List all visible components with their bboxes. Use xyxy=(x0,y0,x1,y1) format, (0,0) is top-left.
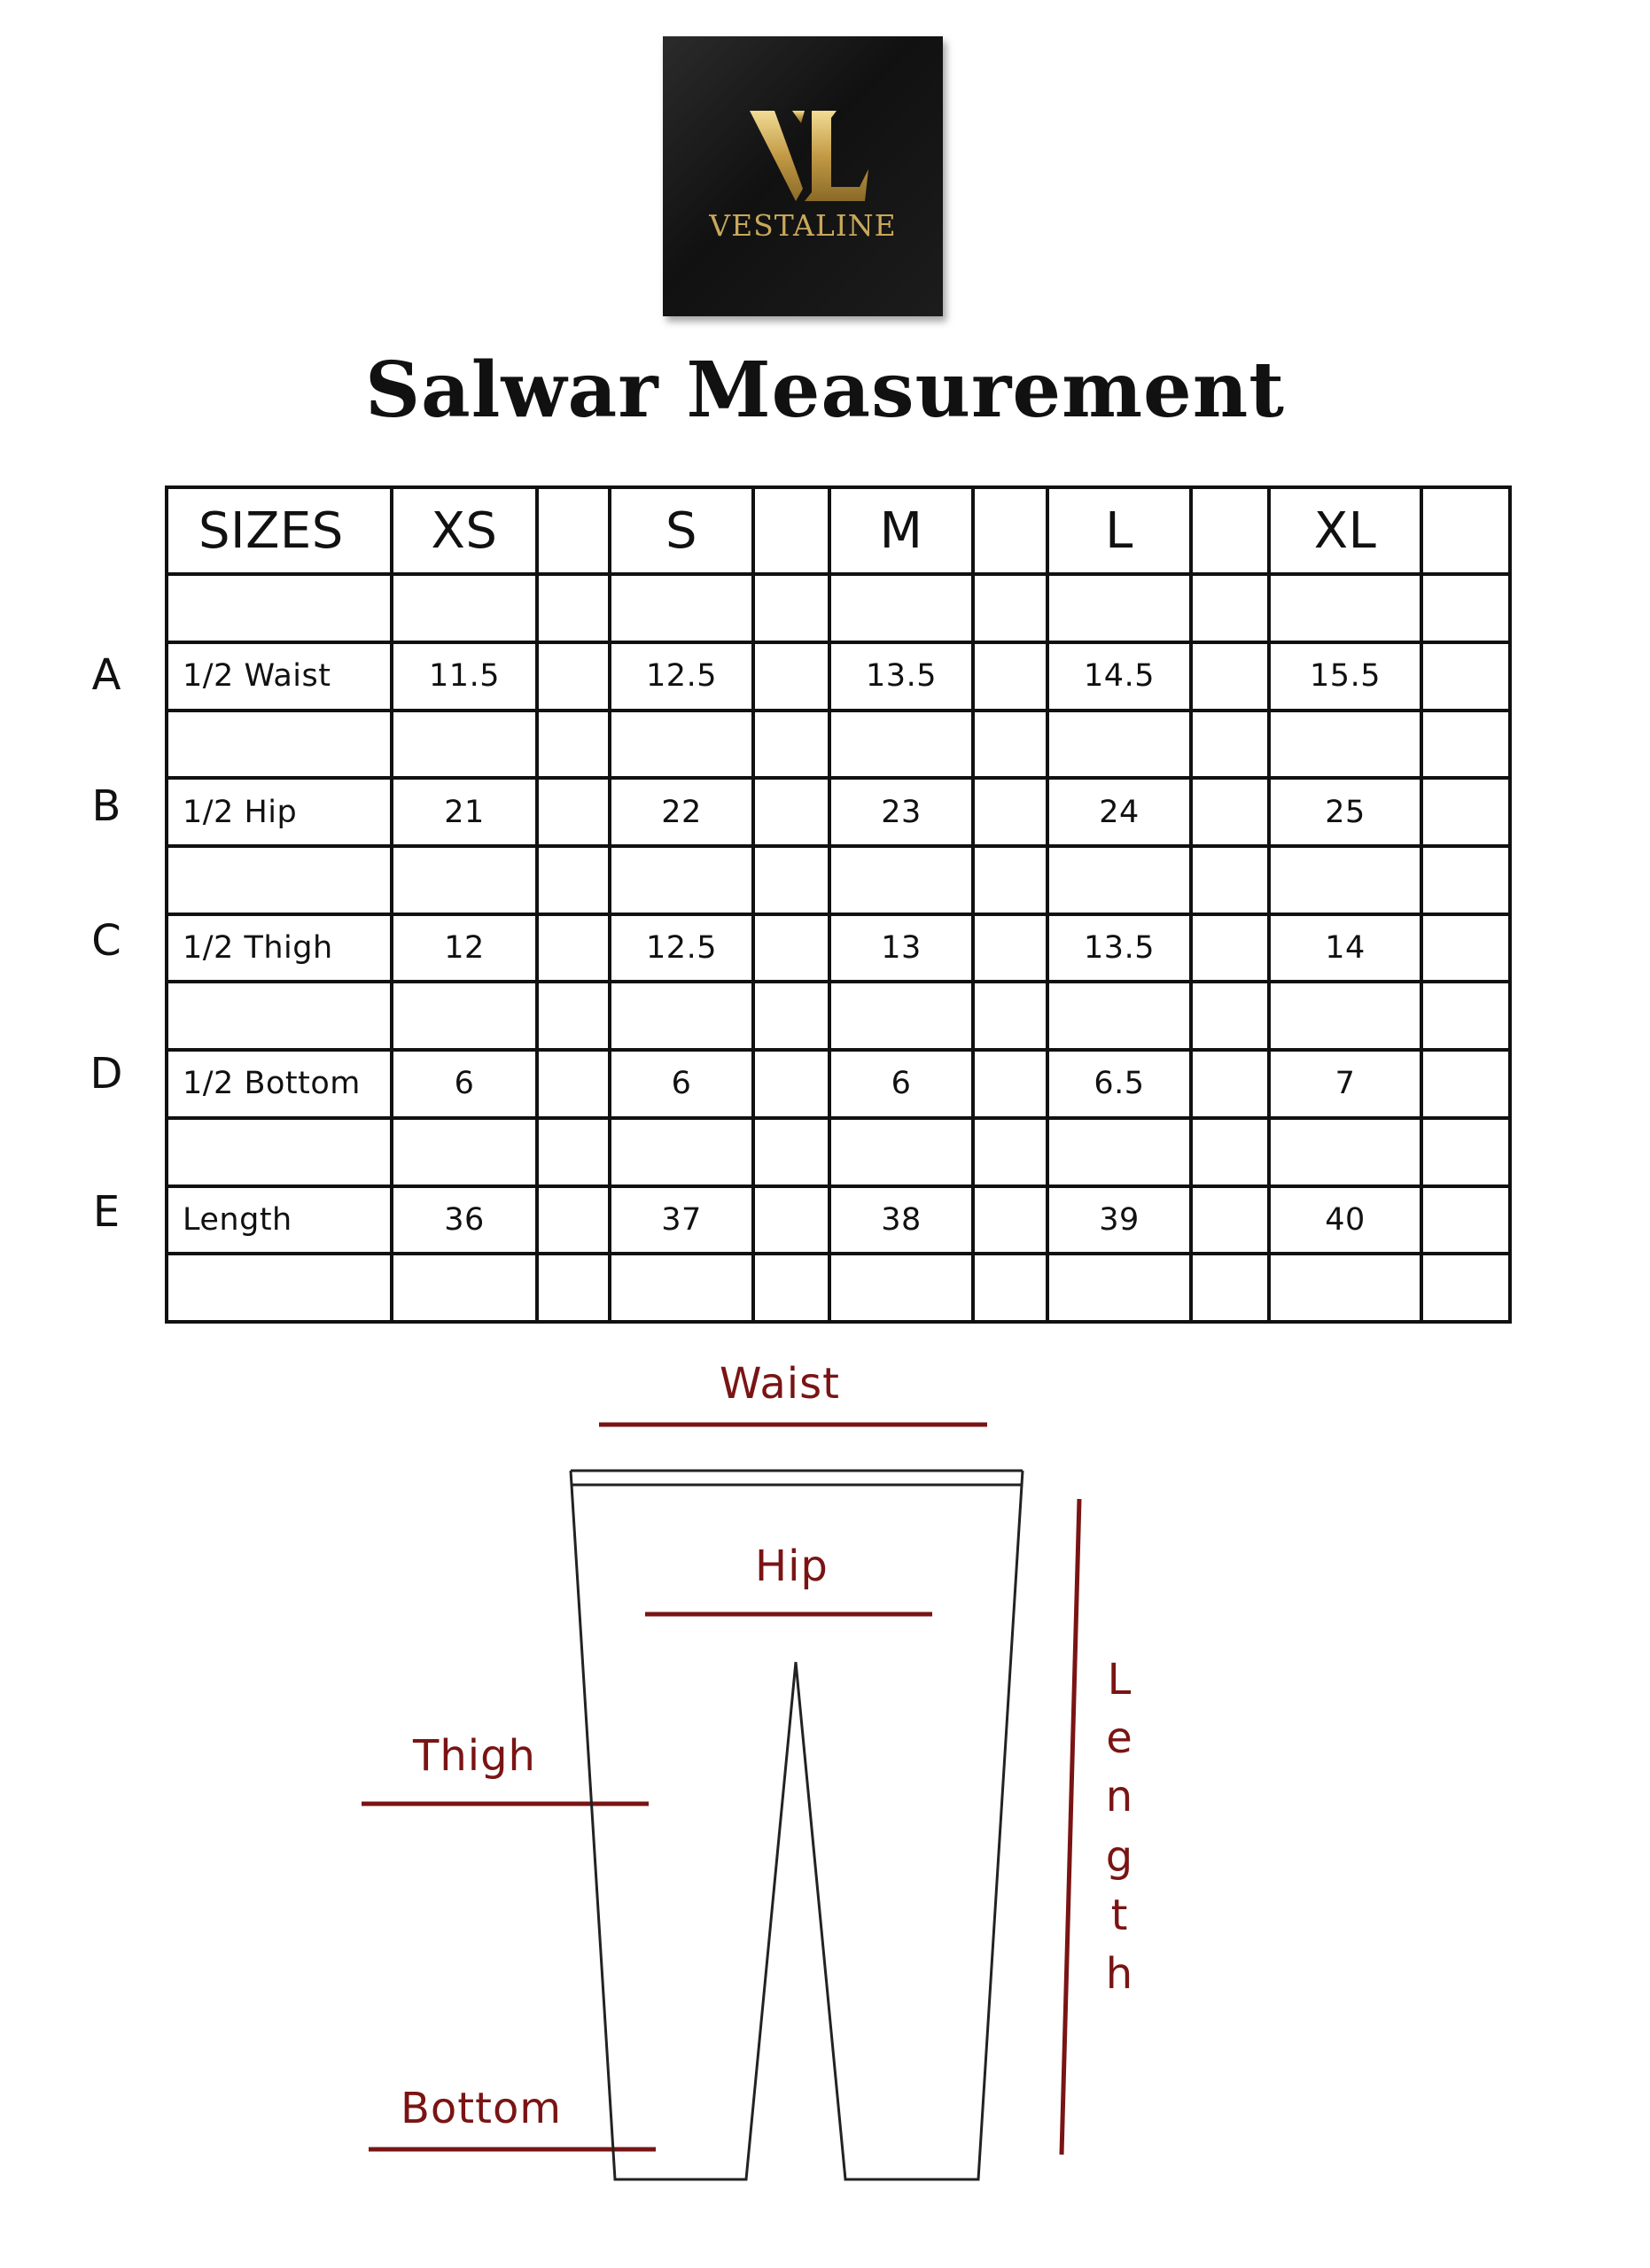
cell-xs: 12 xyxy=(392,914,537,983)
length-letter: g xyxy=(1105,1832,1133,1882)
cell-m: 13 xyxy=(829,914,973,983)
cell-l: 39 xyxy=(1047,1186,1191,1254)
row-letter-c: C xyxy=(91,916,121,966)
row-letter-b: B xyxy=(91,781,121,831)
row-letter-e: E xyxy=(92,1187,121,1237)
cell-xl: 25 xyxy=(1269,778,1421,846)
cell-s: 12.5 xyxy=(610,642,753,711)
cell-xl: 14 xyxy=(1269,914,1421,983)
hip-label: Hip xyxy=(755,1542,829,1591)
bottom-label: Bottom xyxy=(401,2084,563,2133)
length-letter: h xyxy=(1105,1949,1133,1999)
row-label: 1/2 Waist xyxy=(167,642,392,711)
row-label: Length xyxy=(167,1186,392,1254)
header-s: S xyxy=(610,487,753,574)
length-letter: L xyxy=(1107,1655,1132,1705)
row-letter-a: A xyxy=(91,650,121,700)
brand-name: VESTALINE xyxy=(709,208,897,243)
cell-s: 6 xyxy=(610,1050,753,1118)
cell-xs: 36 xyxy=(392,1186,537,1254)
cell-l: 24 xyxy=(1047,778,1191,846)
cell-l: 13.5 xyxy=(1047,914,1191,983)
length-line xyxy=(1062,1499,1079,2155)
row-label: 1/2 Thigh xyxy=(167,914,392,983)
cell-xl: 40 xyxy=(1269,1186,1421,1254)
header-l: L xyxy=(1047,487,1191,574)
cell-s: 37 xyxy=(610,1186,753,1254)
length-letter: n xyxy=(1105,1772,1133,1821)
length-letter: t xyxy=(1110,1891,1128,1940)
row-letter-d: D xyxy=(90,1049,123,1099)
waist-label: Waist xyxy=(720,1359,840,1409)
header-m: M xyxy=(829,487,973,574)
cell-m: 38 xyxy=(829,1186,973,1254)
cell-s: 12.5 xyxy=(610,914,753,983)
row-label: 1/2 Bottom xyxy=(167,1050,392,1118)
cell-xs: 6 xyxy=(392,1050,537,1118)
cell-m: 13.5 xyxy=(829,642,973,711)
cell-xs: 21 xyxy=(392,778,537,846)
cell-xl: 7 xyxy=(1269,1050,1421,1118)
header-xl: XL xyxy=(1269,487,1421,574)
length-letter: e xyxy=(1106,1713,1132,1763)
cell-xl: 15.5 xyxy=(1269,642,1421,711)
cell-m: 6 xyxy=(829,1050,973,1118)
thigh-label: Thigh xyxy=(413,1731,536,1781)
page-title: Salwar Measurement xyxy=(364,346,1286,435)
cell-s: 22 xyxy=(610,778,753,846)
row-label: 1/2 Hip xyxy=(167,778,392,846)
cell-l: 14.5 xyxy=(1047,642,1191,711)
cell-xs: 11.5 xyxy=(392,642,537,711)
header-xs: XS xyxy=(392,487,537,574)
cell-l: 6.5 xyxy=(1047,1050,1191,1118)
cell-m: 23 xyxy=(829,778,973,846)
header-sizes: SIZES xyxy=(167,487,392,574)
